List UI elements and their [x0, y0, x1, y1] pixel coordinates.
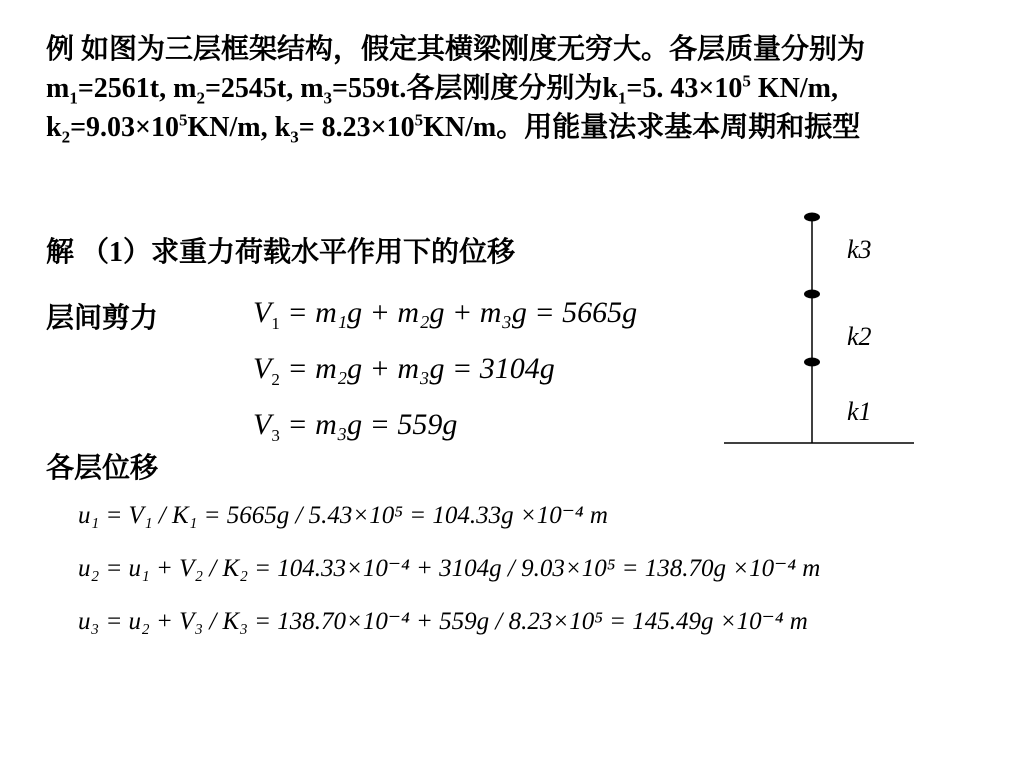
mass-1-sub: 1 [69, 88, 78, 108]
stiff-2-value: =9.03×10 [70, 112, 179, 143]
shear-equation-1 [253, 296, 638, 333]
v1-rhs: = m₁g + m₂g + m₃g = 5665g [287, 296, 638, 329]
mass-2-value: =2545t, [204, 73, 301, 104]
v1-symbol: V [253, 296, 272, 329]
v2-rhs: = m₂g + m₃g = 3104g [287, 352, 555, 385]
stiff-2-unit: KN/m, [187, 112, 275, 143]
mass-node-3 [804, 213, 820, 222]
mass-2-sub: 2 [196, 88, 205, 108]
mass-2-symbol: m [173, 73, 197, 104]
problem-statement [46, 30, 981, 147]
stiff-3-exp: 5 [414, 110, 424, 130]
mass-1-value: =2561t, [77, 73, 174, 104]
stiff-1-symbol: k [602, 73, 618, 104]
shear-equation-2 [253, 352, 555, 389]
k1-label: k1 [847, 397, 872, 426]
v1-sub: 1 [271, 314, 280, 333]
problem-text-3: 。用能量法求基本周期和振型 [496, 112, 861, 143]
k3-label: k3 [847, 235, 872, 264]
mass-node-1 [804, 358, 820, 367]
mass-1-symbol: m [46, 73, 70, 104]
displacement-heading: 各层位移 [46, 453, 159, 484]
stiff-1-sub: 1 [617, 88, 627, 108]
mass-3-value: =559t. [332, 73, 407, 104]
v2-symbol: V [253, 352, 272, 385]
v2-sub: 2 [271, 370, 280, 389]
stiff-1-exp: 5 [742, 71, 751, 91]
stiff-3-sub: 3 [290, 127, 299, 147]
v3-rhs: = m₃g = 559g [287, 408, 458, 441]
displacement-equation-1: u₁ = V₁ / K₁ = 5665g / 5.43×10⁵ = 104.33g ×10⁻⁴ m [78, 502, 608, 529]
stiff-3-unit: KN/m [423, 112, 497, 143]
stiff-3-symbol: k [274, 112, 291, 143]
shear-heading: 层间剪力 [46, 303, 159, 334]
stiff-3-value: = 8.23×10 [298, 112, 415, 143]
solution-heading: 解 （1）求重力荷载水平作用下的位移 [46, 237, 516, 268]
stiff-2-sub: 2 [61, 127, 71, 147]
shear-equation-3 [253, 408, 458, 445]
displacement-equation-3: u₃ = u₂ + V₃ / K₃ = 138.70×10⁻⁴ + 559g / 8.23×10⁵ = 145.49g ×10⁻⁴ m [78, 608, 808, 635]
stiff-2-exp: 5 [179, 110, 188, 130]
v3-sub: 3 [271, 426, 280, 445]
stiff-1-value: =5. 43×10 [626, 73, 743, 104]
displacement-equation-2: u₂ = u₁ + V₂ / K₂ = 104.33×10⁻⁴ + 3104g / 9.03×10⁵ = 138.70g ×10⁻⁴ m [78, 555, 821, 582]
problem-text-2: 各层刚度分别为 [406, 73, 603, 104]
stiff-2-symbol: k [46, 112, 62, 143]
stiff-1-unit: KN/m, [750, 73, 838, 104]
v3-symbol: V [253, 408, 272, 441]
problem-text-1: 例 如图为三层框架结构，假定其横梁刚度无穷大。各层质量分别为 [46, 34, 866, 65]
mass-node-2 [804, 290, 820, 299]
k2-label: k2 [847, 322, 872, 351]
mass-3-sub: 3 [323, 88, 333, 108]
mass-3-symbol: m [300, 73, 324, 104]
frame-diagram [724, 205, 944, 450]
